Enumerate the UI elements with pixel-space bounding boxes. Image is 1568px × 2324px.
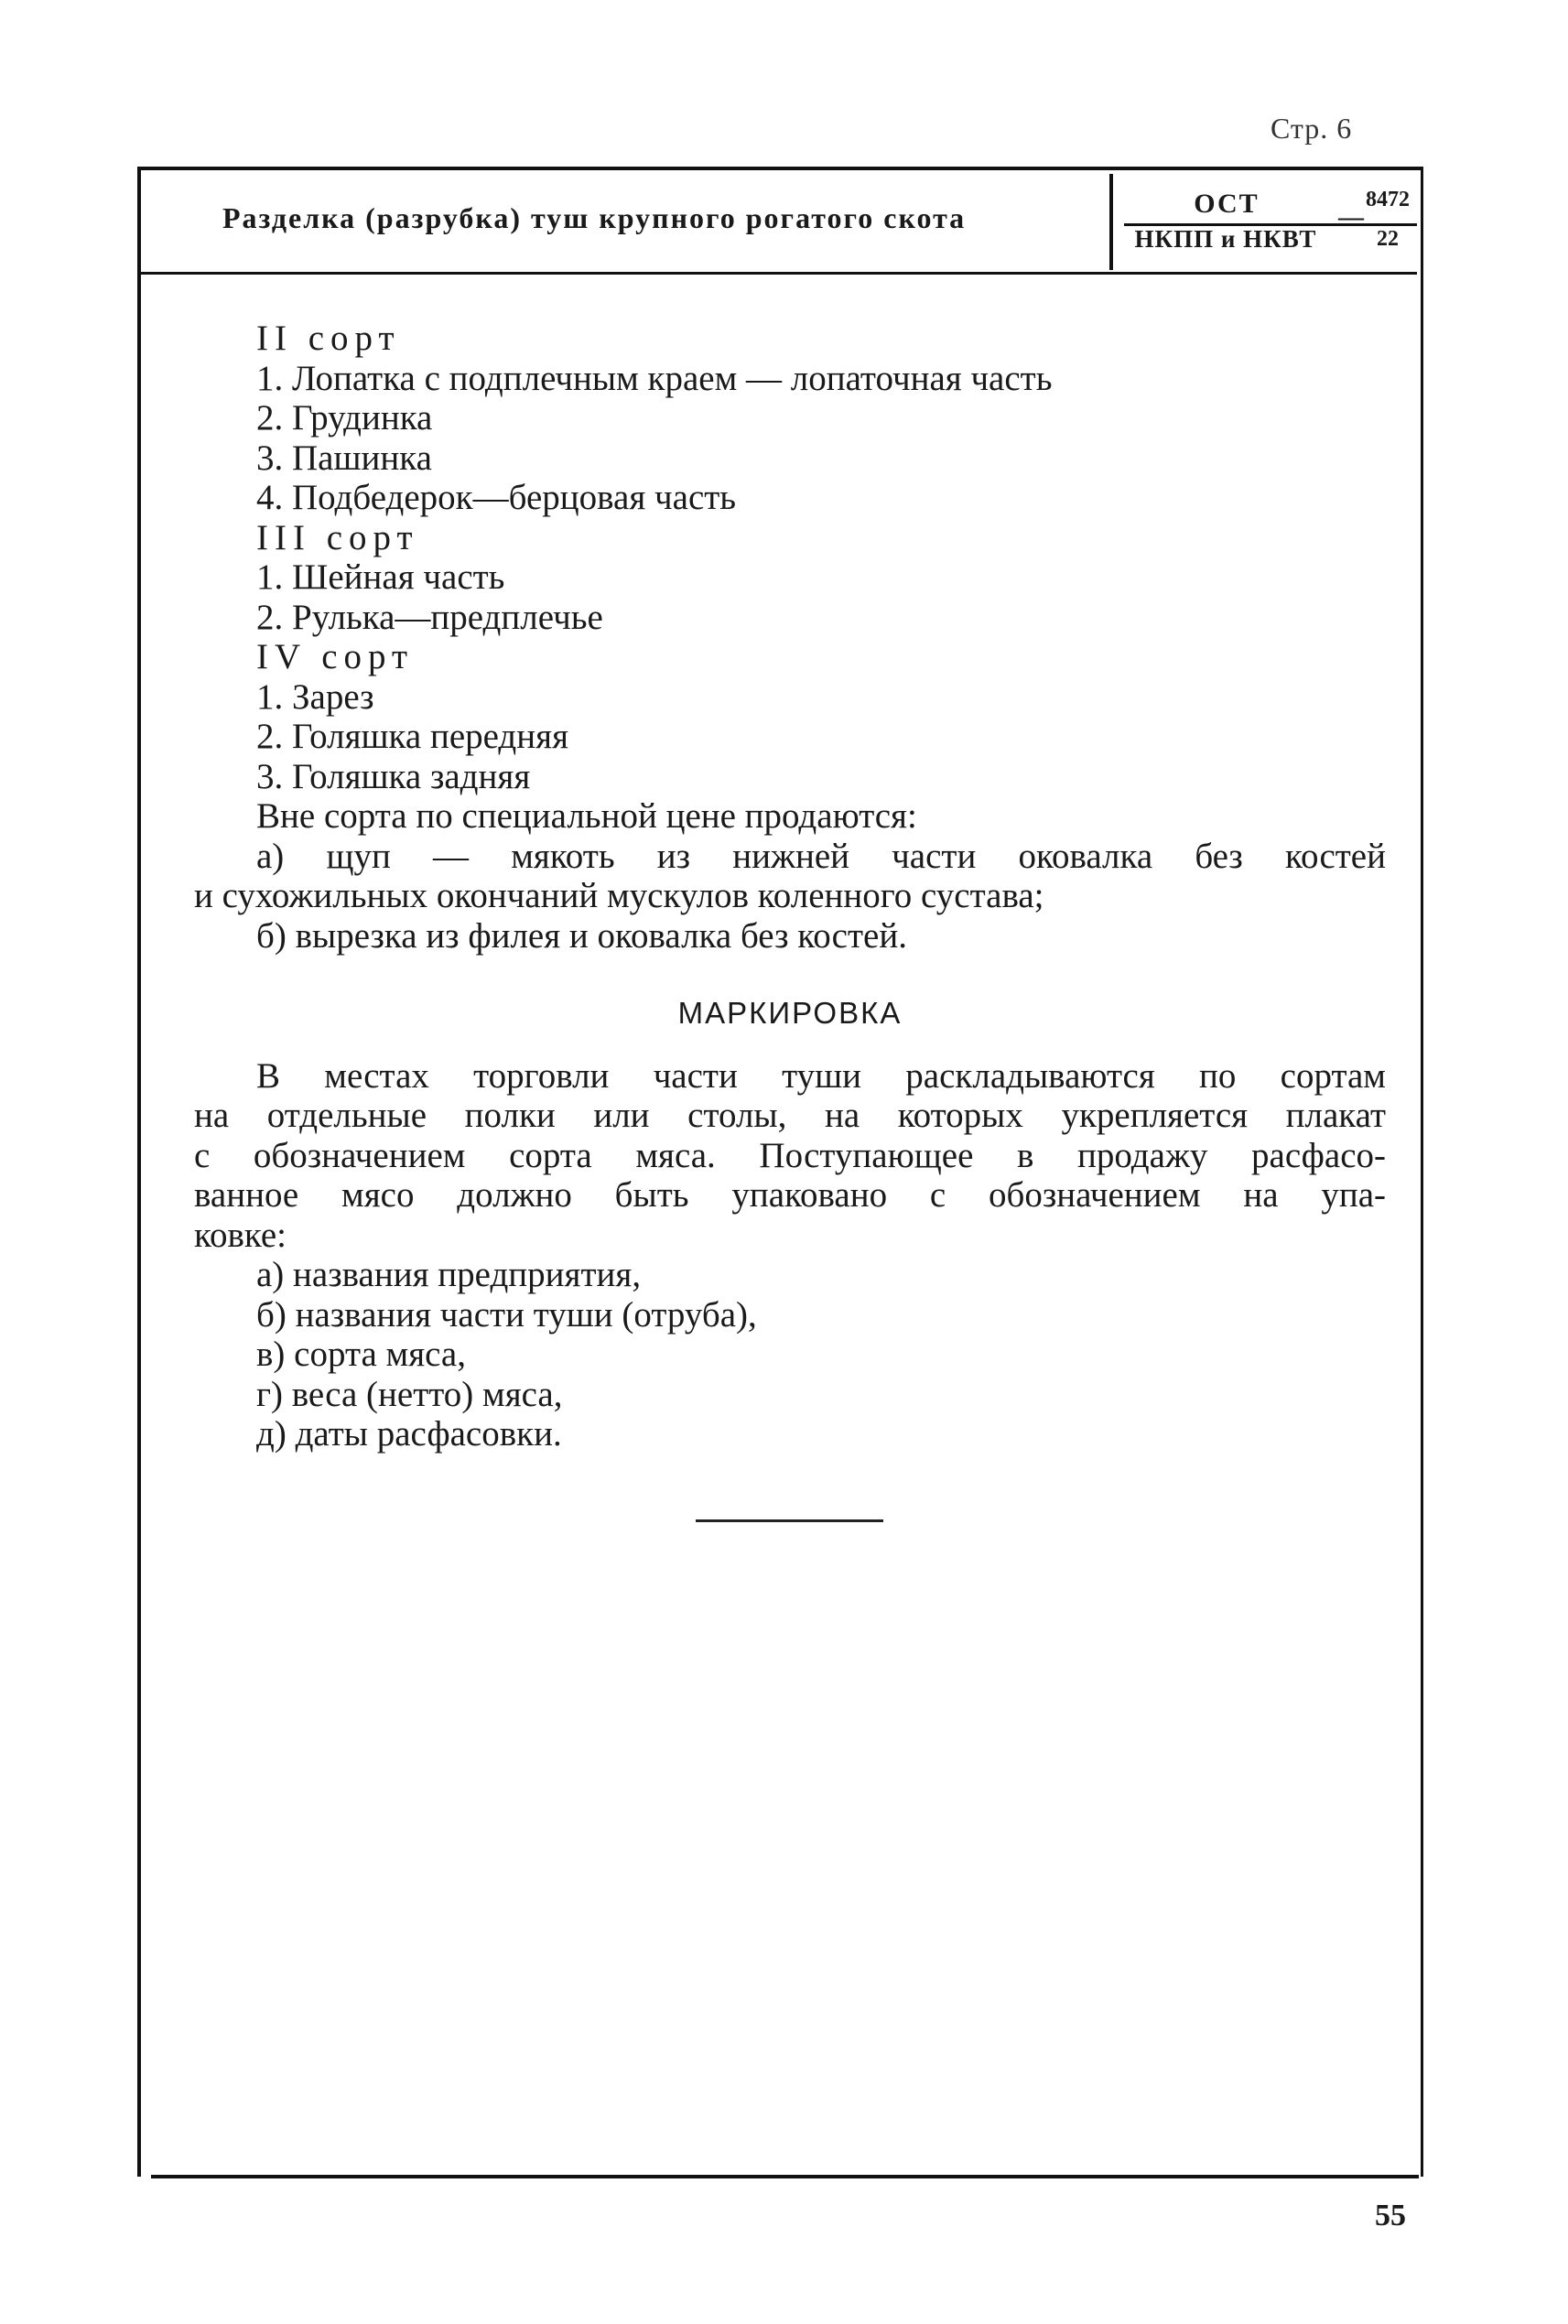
marking-item: б) названия части туши (отруба), (256, 1294, 757, 1335)
list-item: 3. Пашинка (256, 438, 432, 478)
standard-top: ОСТ (1194, 189, 1260, 219)
paragraph-line: ванное мясо должно быть упаковано с обозначением на упа- (194, 1175, 1386, 1215)
header-title: Разделка (разрубка) туш крупного рогатого скота (222, 201, 967, 234)
list-item: 1. Шейная часть (256, 557, 505, 597)
page-body (194, 319, 1386, 1454)
standard-bottom: НКПП и НКВТ (1134, 225, 1317, 253)
marking-item: а) названия предприятия, (256, 1255, 642, 1294)
grade-3-heading: III сорт (256, 517, 419, 557)
page-label: Стр. 6 (1271, 112, 1353, 145)
standard-number-bottom: 22 (1377, 227, 1399, 251)
paragraph-line: В местах торговли части туши раскладываются по сортам (256, 1055, 1386, 1096)
paragraph-line: на отдельные полки или столы, на которых укрепляется плакат (194, 1096, 1386, 1135)
special-item-b: б) вырезка из филея и оковалка без костей. (256, 915, 907, 956)
standard-dash: — (1338, 203, 1364, 232)
end-rule (696, 1519, 883, 1522)
paragraph-line: с обозначением сорта мяса. Поступающее в продажу расфасо- (194, 1135, 1386, 1175)
marking-item: в) сорта мяса, (256, 1335, 466, 1374)
special-item-a: а) щуп — мякоть из нижней части оковалка без костей (256, 836, 1386, 876)
marking-item: г) веса (нетто) мяса, (256, 1374, 563, 1414)
marking-item: д) даты расфасовки. (256, 1414, 562, 1454)
list-item: 2. Голяшка передняя (256, 717, 569, 756)
standard-number-top: 8472 (1366, 188, 1410, 211)
frame-top-rule (137, 167, 1423, 170)
special-intro: Вне сорта по специальной цене продаются: (256, 796, 917, 836)
section-title-marking: МАРКИРОВКА (677, 996, 903, 1030)
list-item: 1. Зарез (256, 676, 374, 717)
list-item: 2. Рулька—предплечье (256, 597, 603, 637)
list-item: 1. Лопатка с подплечным краем — лопаточная часть (256, 358, 1053, 398)
page-number: 55 (1375, 2199, 1406, 2232)
header-rule (137, 272, 1417, 275)
grade-2-heading: II сорт (256, 319, 401, 358)
frame-bottom-rule (151, 2175, 1419, 2178)
header-divider (1109, 174, 1113, 270)
paragraph-line: ковке: (194, 1215, 287, 1255)
grade-4-heading: IV сорт (256, 637, 415, 676)
special-item-a-continued: и сухожильных окончаний мускулов коленного сустава; (194, 876, 1044, 915)
list-item: 3. Голяшка задняя (256, 756, 531, 796)
list-item: 2. Грудинка (256, 398, 433, 438)
list-item: 4. Подбедерок—берцовая часть (256, 478, 737, 517)
